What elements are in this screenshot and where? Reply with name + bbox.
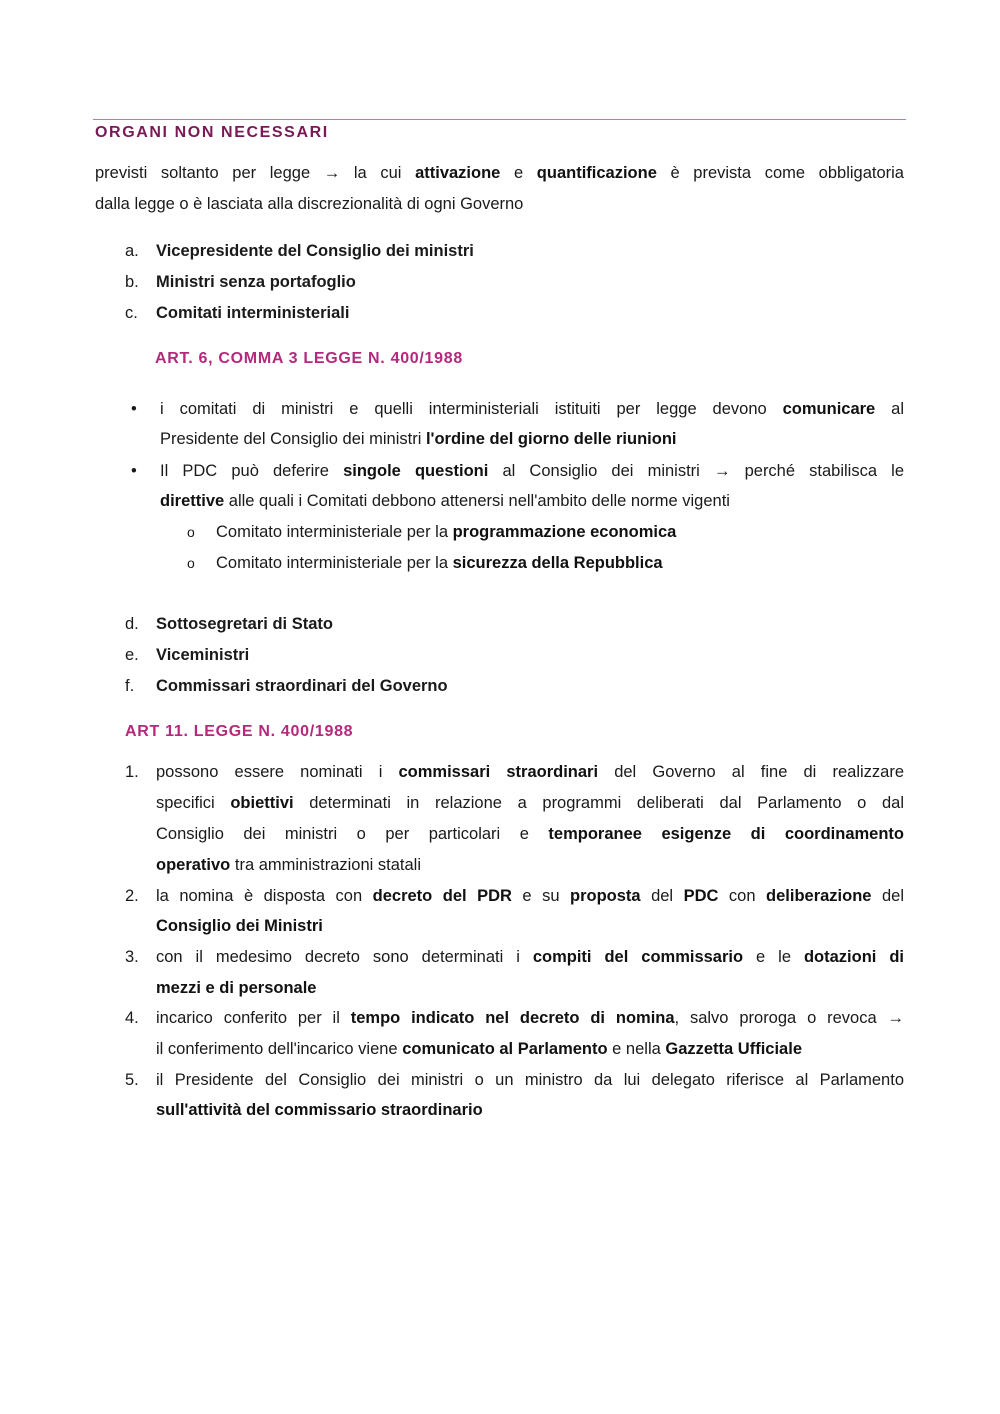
list-item-commissari: Commissari straordinari del Governo [156, 677, 448, 695]
art11-item-1-line-3: Consiglio dei ministri o per particolari e temporanee esigenze di coordinamento [156, 825, 904, 843]
heading-rule [93, 119, 906, 120]
intro-line-2: dalla legge o è lasciata alla discrezionalità di ogni Governo [95, 195, 524, 213]
art11-item-1-line-4: operativo tra amministrazioni statali [156, 856, 422, 874]
list-item-viceministri: Viceministri [156, 646, 250, 664]
art11-item-5-line-1: il Presidente del Consiglio dei ministri o un ministro da lui delegato riferisce al Parlamento [156, 1071, 904, 1089]
list-marker: d. [125, 615, 139, 633]
art11-item-4-line-1: incarico conferito per il tempo indicato nel decreto di nomina, salvo proroga o revoca → [156, 1009, 904, 1027]
list-marker: 5. [125, 1071, 139, 1089]
list-item-comitati: Comitati interministeriali [156, 304, 350, 322]
art6-sub-item-1: Comitato interministeriale per la programmazione economica [216, 523, 677, 541]
list-item-vicepresidente: Vicepresidente del Consiglio dei ministri [156, 242, 474, 260]
art11-item-3-line-1: con il medesimo decreto sono determinati i compiti del commissario e le dotazioni di [156, 948, 904, 966]
list-marker: f. [125, 677, 135, 695]
art6-bullet-1-line-1: i comitati di ministri e quelli interministeriali istituiti per legge devono comunicare al [160, 400, 904, 418]
art6-bullet-2-line-2: direttive alle quali i Comitati debbono attenersi nell'ambito delle norme vigenti [160, 492, 730, 510]
art6-sub-item-2: Comitato interministeriale per la sicurezza della Repubblica [216, 554, 663, 572]
art11-item-4-line-2: il conferimento dell'incarico viene comunicato al Parlamento e nella Gazzetta Ufficiale [156, 1040, 802, 1058]
art11-heading: ART 11. LEGGE N. 400/1988 [125, 723, 354, 740]
art6-heading: ART. 6, COMMA 3 LEGGE N. 400/1988 [155, 350, 463, 367]
section-heading: ORGANI NON NECESSARI [95, 124, 329, 141]
list-marker: e. [125, 646, 139, 664]
art6-bullet-1-line-2: Presidente del Consiglio dei ministri l'ordine del giorno delle riunioni [160, 430, 677, 448]
list-marker: b. [125, 273, 139, 291]
list-item-sottosegretari: Sottosegretari di Stato [156, 615, 333, 633]
sub-bullet: o [187, 524, 195, 540]
bullet: • [131, 462, 137, 480]
list-marker: c. [125, 304, 138, 322]
list-marker: 2. [125, 887, 139, 905]
art11-item-5-line-2: sull'attività del commissario straordinario [156, 1101, 483, 1119]
art11-item-2-line-1: la nomina è disposta con decreto del PDR e su proposta del PDC con deliberazione del [156, 887, 904, 905]
list-item-ministri-senza-portafoglio: Ministri senza portafoglio [156, 273, 356, 291]
list-marker: 4. [125, 1009, 139, 1027]
art11-item-1-line-2: specifici obiettivi determinati in relazione a programmi deliberati dal Parlamento o dal [156, 794, 904, 812]
art11-item-1-line-1: possono essere nominati i commissari straordinari del Governo al fine di realizzare [156, 763, 905, 781]
art11-item-2-line-2: Consiglio dei Ministri [156, 917, 323, 935]
art6-bullet-2-line-1: Il PDC può deferire singole questioni al Consiglio dei ministri → perché stabilisca le [160, 462, 904, 480]
sub-bullet: o [187, 555, 195, 571]
list-marker: 3. [125, 948, 139, 966]
intro-line-1: previsti soltanto per legge → la cui attivazione e quantificazione è prevista come obbligatoria [95, 164, 904, 182]
list-marker: a. [125, 242, 139, 260]
art11-item-3-line-2: mezzi e di personale [156, 979, 317, 997]
list-marker: 1. [125, 763, 139, 781]
bullet: • [131, 400, 137, 418]
